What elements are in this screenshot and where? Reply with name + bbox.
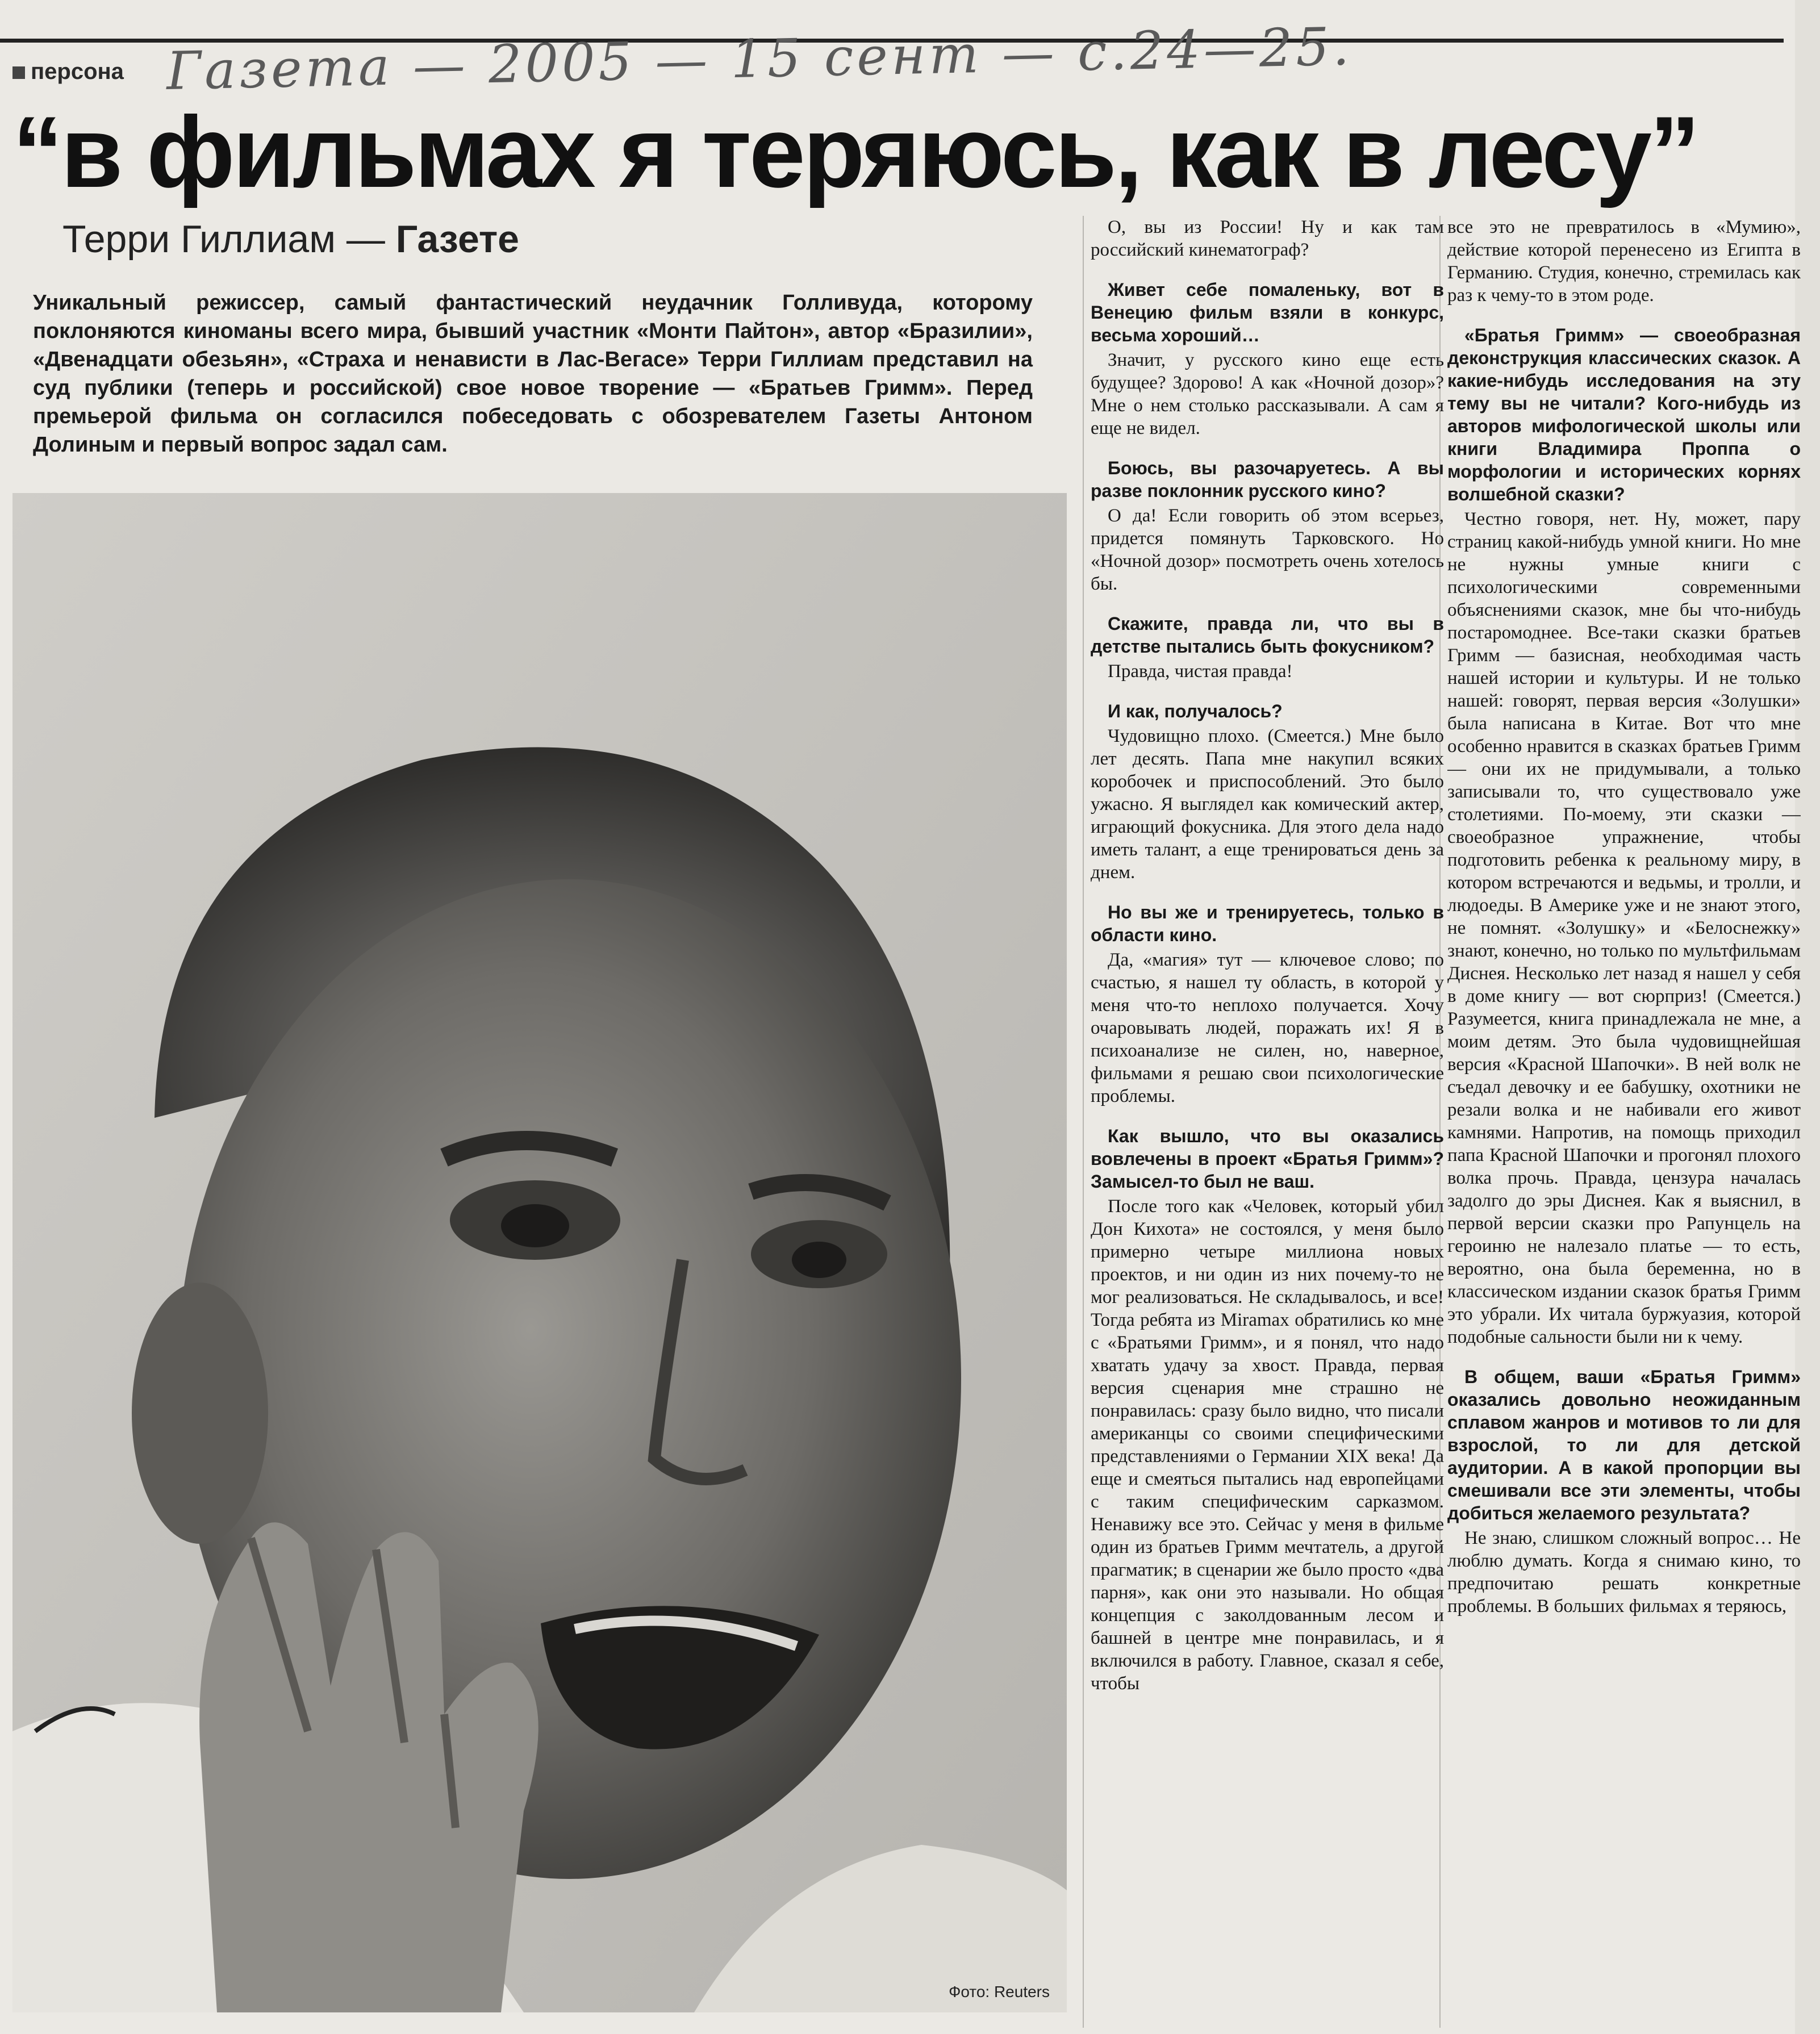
portrait-photo [12,493,1067,2012]
interview-answer: Честно говоря, нет. Ну, может, пару страниц какой-нибудь умной книги. Но мне не нужны умные книги с психологическими современными объяснениями сказок, мне бы что-нибудь постаромоднее. Все-таки сказки братьев Гримм — базисная, необходимая часть нашей истории и культуры. И не только нашей: говорят, первая версия «Золушки» была написана в Китае. Вот что мне особенно нравится в сказках братьев Гримм — они их не придумывали, а только записывали то, что существовало уже столетиями. По-моему, эти сказки — своеобразное упражнение, чтобы подготовить ребенка к реальному миру, в котором встречаются и ведьмы, и тролли, и людоеды. В Америке уже и не знают этого, не помнят. «Золушку» и «Белоснежку» знают, конечно, но только по мультфильмам Диснея. Несколько лет назад я нашел у себя в доме книгу — вот сюрприз! (Смеется.) Разумеется, книга принадлежала не мне, а моим детям. Это была чудовищнейшая версия «Красной Шапочки». В ней волк не съедал девочку и ее бабушку, охотники не резали волка и не набивали его живот камнями. Напротив, на помощь приходил папа Красной Шапочки и прогонял плохого волка прочь. Правда, цензура началась задолго до эры Диснея. Как я выяснил, в первой версии сказки про Рапунцель на героиню не налезало платье — то есть, вероятно, она была беременна, но в классическом издании сказок братья Гримм это убрали. Их читала буржуазия, которой подобные сальности были ни к чему. [1447,509,1801,1347]
interview-answer: О, вы из России! Ну и как там российский кинематограф? [1091,217,1444,260]
rubric-square-icon [12,66,25,79]
interview-answer: После того как «Человек, который убил Дон Кихота» не состоялся, у меня было примерно четыре миллиона новых проектов, и ни один из них почему-то не мог реализоваться. Не складывалось, и все! Тогда ребята из Miramax обратились ко мне с «Братьями Гримм», и я понял, что надо хватать удачу за хвост. Правда, первая версия сценария мне страшно не понравилась: сразу было видно, что писали американцы со своими специфическими представлениями о Германии XIX века! Да еще и смеяться пытались над европейцами с таким специфическим сарказмом. Ненавижу все это. Сейчас у меня в фильме один из братьев Гримм мечтатель, а другой прагматик; в сценарии же было просто «два парня», как они это называли. Но общая концепция с заколдованным лесом и башней в центре мне понравилась, и я включился в работу. Главное, сказал я себе, чтобы [1091,1196,1444,1694]
interview-answer: Не знаю, слишком сложный вопрос… Не люблю думать. Когда я снимаю кино, то предпочитаю решать конкретные проблемы. В больших фильмах я теряюсь, [1447,1528,1801,1617]
interview-column-3 [1447,216,1801,2031]
rubric-text: персона [31,59,124,84]
subtitle-name: Терри Гиллиам — [62,218,396,261]
interview-answer: Да, «магия» тут — ключевое слово; по счастью, я нашел ту область, в которой у меня что-то неплохо получается. Хочу очаровывать людей, поражать их! Я в психоанализе не силен, но, наверное, фильмами я решаю свои психологические проблемы. [1091,950,1444,1106]
interview-answer: Значит, у русского кино еще есть будущее? Здорово! А как «Ночной дозор»? Мне о нем столько рассказывали. А сам я еще не видел. [1091,350,1444,438]
interview-column-2 [1091,216,1444,2031]
answer-continuation: все это не превратилось в «Мумию», действие которой перенесено из Египта в Германию. Студия, конечно, стремилась как раз к чему-то в этом роде. [1447,217,1801,306]
interview-answer: Правда, чистая правда! [1108,661,1293,682]
subtitle [62,217,519,261]
interview-answer: О да! Если говорить об этом всерьез, придется помянуть Тарковского. Но «Ночной дозор» посмотреть очень хотелось бы. [1091,506,1444,594]
interview-question: И как, получалось? [1108,701,1283,721]
headline: “в фильмах я теряюсь, как в лесу” [12,95,1698,208]
interview-question: Скажите, правда ли, что вы в детстве пытались быть фокусником? [1091,613,1444,657]
column-divider [1083,216,1084,2028]
handwritten-note: Газета — 2005 — 15 сент — с.24—25. [166,16,1354,102]
interview-question: В общем, ваши «Братья Гримм» оказались довольно неожиданным сплавом жанров и мотивов то ли для взрослой, то ли для детской аудитории. А в какой пропорции вы смешивали все эти элементы, чтобы добиться желаемого результата? [1447,1367,1801,1523]
interview-question: Живет себе помаленьку, вот в Венецию фильм взяли в конкурс, весьма хороший… [1091,279,1444,345]
portrait-illustration [12,493,1067,2012]
rubric-label [12,59,124,85]
photo-credit: Фото: Reuters [949,1983,1050,2000]
interview-question: Боюсь, вы разочаруетесь. А вы разве поклонник русского кино? [1091,458,1444,501]
interview-answer: Чудовищно плохо. (Смеется.) Мне было лет десять. Папа мне накупил всяких коробочек и приспособлений. Это было ужасно. Я выглядел как комический актер, играющий фокусника. Для этого дела надо иметь талант, а еще тренироваться день за днем. [1091,726,1444,883]
lead-paragraph: Уникальный режиссер, самый фантастический неудачник Голливуда, которому поклоняются киноманы всего мира, бывший участник «Монти Пайтон», автор «Бразилии», «Двенадцати обезьян», «Страха и ненависти в Лас-Вегасе» Терри Гиллиам представил на суд публики (теперь и российской) свое новое творение — «Братьев Гримм». Перед премьерой фильма он согласился побеседовать с обозревателем Газеты Антоном Долиным и первый вопрос задал сам. [33,291,1033,457]
interview-question: «Братья Гримм» — своеобразная деконструкция классических сказок. А какие-нибудь исследования на эту тему вы не читали? Кого-нибудь из авторов мифологической школы или книги Владимира Проппа о морфологии и исторических корнях волшебной сказки? [1447,325,1801,504]
interview-question: Как вышло, что вы оказались вовлечены в проект «Братья Гримм»? Замысел-то был не ваш. [1091,1126,1444,1192]
subtitle-outlet: Газете [395,218,519,261]
interview-question: Но вы же и тренируетесь, только в области кино. [1091,902,1444,945]
